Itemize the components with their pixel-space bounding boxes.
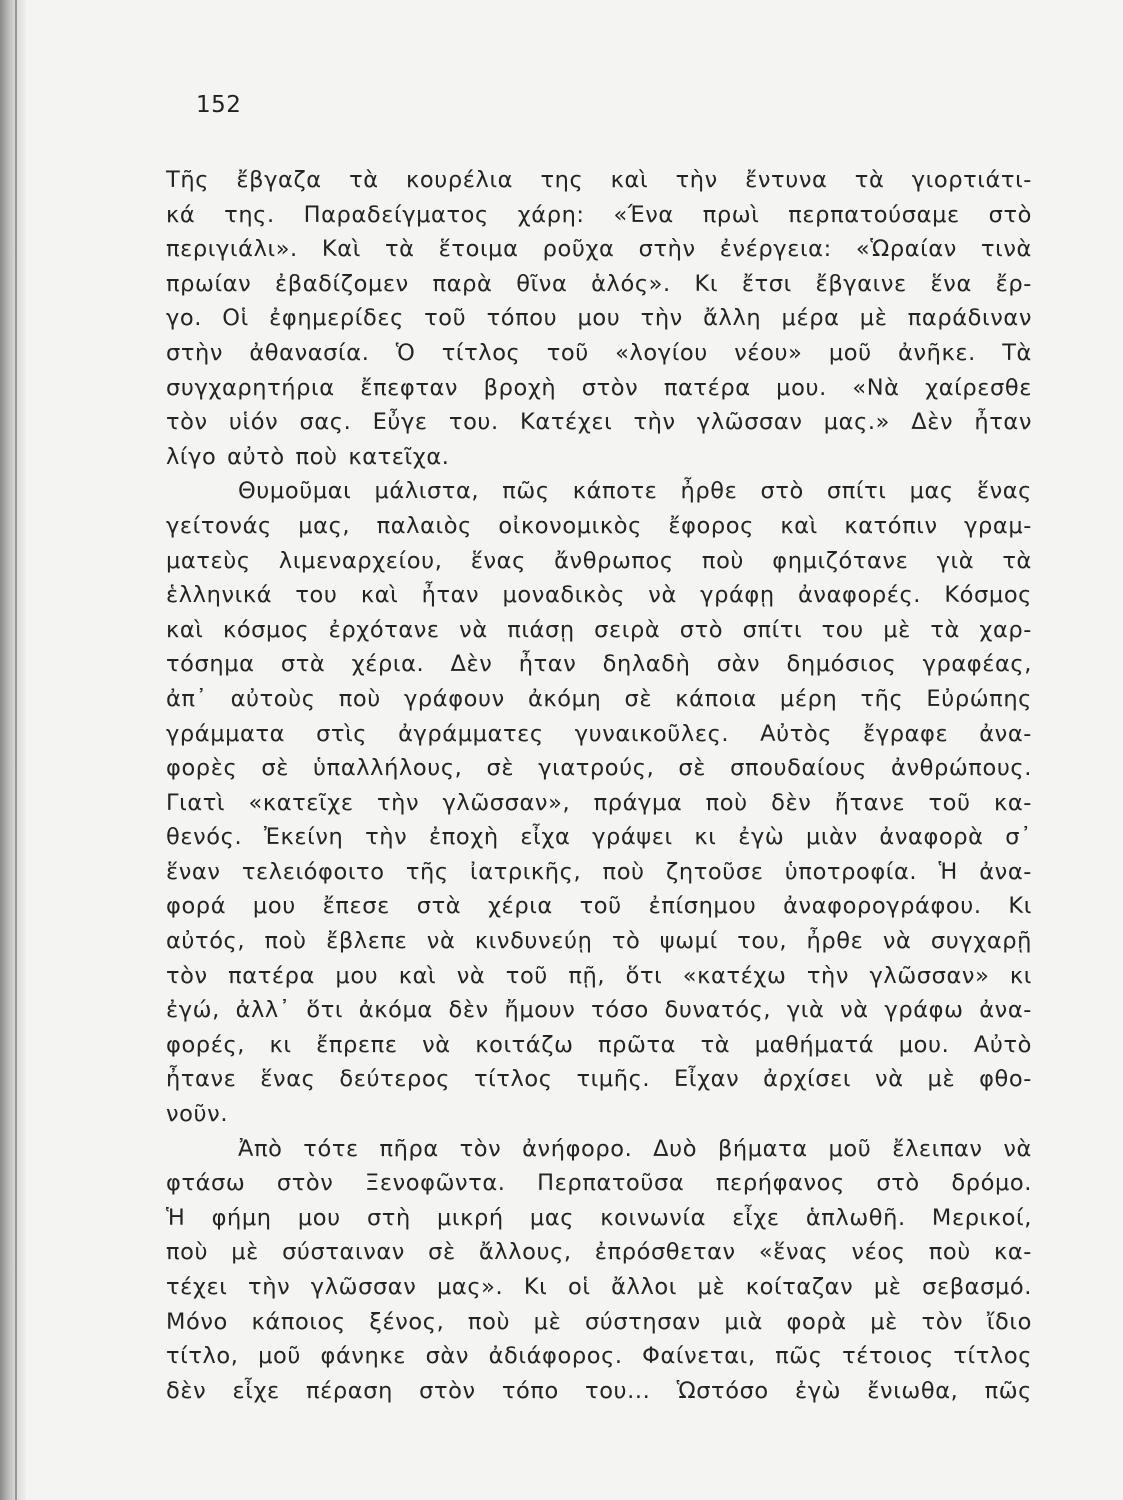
text-line: τέχει τὴν γλῶσσαν μας». Κι οἱ ἄλλοι μὲ κοίταζαν μὲ σεβασμό. [166, 1274, 1032, 1300]
text-line: ἑλληνικά του καὶ ἦταν μοναδικὸς νὰ γράφῃ ἀναφορές. Κόσμος [166, 582, 1032, 609]
text-line: πρωίαν ἐβαδίζομεν παρὰ θῖνα ἁλός». Κι ἔτσι ἔβγαινε ἕνα ἔρ- [166, 270, 1032, 297]
text-line: νοῦν. [166, 1101, 229, 1128]
text-line: Τῆς ἔβγαζα τὰ κουρέλια της καὶ τὴν ἔντυνα τὰ γιορτιάτι- [166, 167, 1032, 193]
text-line: γράμματα στὶς ἀγράμματες γυναικοῦλες. Αὐτὸς ἔγραφε ἀνα- [166, 720, 1032, 747]
text-line: φτάσω στὸν Ξενοφῶντα. Περπατοῦσα περήφανος στὸ δρόμο. [166, 1170, 1032, 1197]
text-line: αὐτός, ποὺ ἔβλεπε νὰ κινδυνεύῃ τὸ ψωμί του, ἦρθε νὰ συγχαρῇ [166, 928, 1032, 955]
text-line: φορὲς σὲ ὑπαλλήλους, σὲ γιατρούς, σὲ σπουδαίους ἀνθρώπους. [166, 755, 1032, 782]
text-line: ἦτανε ἕνας δεύτερος τίτλος τιμῆς. Εἶχαν ἀρχίσει νὰ μὲ φθο- [166, 1066, 1032, 1093]
text-line: δὲν εἶχε πέραση στὸν τόπο του... Ὡστόσο ἐγὼ ἔνιωθα, πῶς [166, 1377, 1032, 1404]
text-line: στὴν ἀθανασία. Ὁ τίτλος τοῦ «λογίου νέου» μοῦ ἀνῆκε. Τὰ [166, 339, 1032, 366]
text-line: τὸν υἱόν σας. Εὖγε του. Κατέχει τὴν γλῶσσαν μας.» Δὲν ἦταν [166, 409, 1032, 436]
text-line: τίτλο, μοῦ φάνηκε σὰν ἀδιάφορος. Φαίνεται, πῶς τέτοιος τίτλος [166, 1343, 1032, 1370]
text-line: ματεὺς λιμεναρχείου, ἕνας ἄνθρωπος ποὺ φημιζότανε γιὰ τὰ [166, 547, 1032, 574]
text-line: ἕναν τελειόφοιτο τῆς ἰατρικῆς, ποὺ ζητοῦσε ὑποτροφία. Ἡ ἀνα- [166, 858, 1032, 885]
body-text [166, 163, 1032, 1408]
text-line: Θυμοῦμαι μάλιστα, πῶς κάποτε ἦρθε στὸ σπίτι μας ἕνας [238, 478, 1032, 505]
text-line: θενός. Ἐκείνη τὴν ἐποχὴ εἶχα γράψει κι ἐγὼ μιὰν ἀναφορὰ σ᾽ [166, 824, 1032, 851]
book-binding-shadow [0, 0, 26, 1500]
text-line: ποὺ μὲ σύσταιναν σὲ ἄλλους, ἐπρόσθεταν «ἕνας νέος ποὺ κα- [166, 1239, 1032, 1266]
text-line: Γιατὶ «κατεῖχε τὴν γλῶσσαν», πράγμα ποὺ δὲν ἤτανε τοῦ κα- [166, 789, 1032, 816]
text-line: φορές, κι ἔπρεπε νὰ κοιτάζω πρῶτα τὰ μαθήματά μου. Αὐτὸ [166, 1031, 1032, 1058]
text-line: κά της. Παραδείγματος χάρη: «Ένα πρωὶ περπατούσαμε στὸ [166, 201, 1032, 228]
text-line: Μόνο κάποιος ξένος, ποὺ μὲ σύστησαν μιὰ φορὰ μὲ τὸν ἴδιο [166, 1308, 1032, 1335]
text-line: γο. Οἱ ἐφημερίδες τοῦ τόπου μου τὴν ἄλλη μέρα μὲ παράδιναν [166, 305, 1032, 332]
text-line: Ἀπὸ τότε πῆρα τὸν ἀνήφορο. Δυὸ βήματα μοῦ ἔλειπαν νὰ [238, 1135, 1032, 1162]
text-line: τόσημα στὰ χέρια. Δὲν ἦταν δηλαδὴ σὰν δημόσιος γραφέας, [166, 651, 1032, 678]
text-line: γείτονάς μας, παλαιὸς οἰκονομικὸς ἔφορος καὶ κατόπιν γραμ- [166, 512, 1032, 539]
text-line: Ἡ φήμη μου στὴ μικρή μας κοινωνία εἶχε ἁπλωθῆ. Μερικοί, [166, 1204, 1032, 1231]
text-line: λίγο αὐτὸ ποὺ κατεῖχα. [166, 443, 450, 470]
text-line: φορά μου ἔπεσε στὰ χέρια τοῦ ἐπίσημου ἀναφορογράφου. Κι [166, 893, 1032, 920]
text-line: περιγιάλι». Καὶ τὰ ἕτοιμα ροῦχα στὴν ἐνέργεια: «Ὡραίαν τινὰ [166, 236, 1032, 263]
text-line: συγχαρητήρια ἔπεφταν βροχὴ στὸν πατέρα μου. «Νὰ χαίρεσθε [166, 374, 1032, 401]
text-line: ἐγώ, ἀλλ᾽ ὅτι ἀκόμα δὲν ἤμουν τόσο δυνατός, γιὰ νὰ γράφω ἀνα- [166, 997, 1032, 1024]
page-edge-line [15, 0, 17, 1500]
text-line: καὶ κόσμος ἐρχότανε νὰ πιάσῃ σειρὰ στὸ σπίτι του μὲ τὰ χαρ- [166, 616, 1032, 643]
text-line: τὸν πατέρα μου καὶ νὰ τοῦ πῇ, ὅτι «κατέχω τὴν γλῶσσαν» κι [166, 962, 1032, 989]
text-line: ἀπ᾽ αὐτοὺς ποὺ γράφουν ἀκόμη σὲ κάποια μέρη τῆς Εὐρώπης [166, 685, 1032, 712]
page-number: 152 [196, 92, 242, 118]
